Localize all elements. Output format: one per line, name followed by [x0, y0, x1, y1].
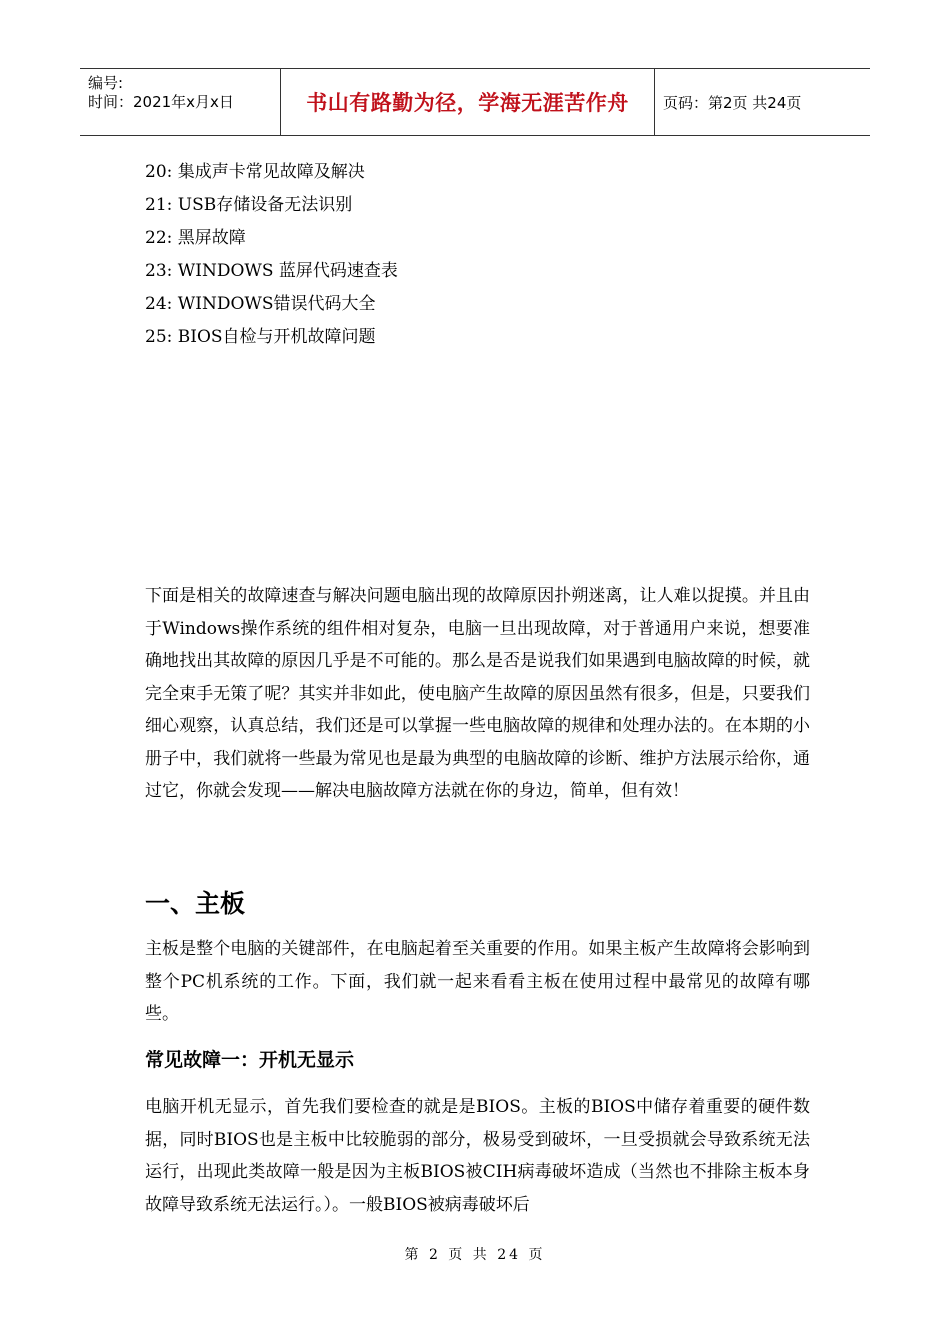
- page-header: [80, 68, 870, 136]
- toc-item: 24: WINDOWS错误代码大全: [145, 294, 376, 314]
- toc-item: 23: WINDOWS 蓝屏代码速查表: [145, 261, 398, 281]
- doc-date: 时间：2021年x月x日: [88, 93, 234, 111]
- fault-paragraph: 电脑开机无显示，首先我们要检查的就是是BIOS。主板的BIOS中储存着重要的硬件数据，同时BIOS也是主板中比较脆弱的部分，极易受到破坏，一旦受损就会导致系统无法运行，出现此类故障一般是因为主板BIOS被CIH病毒破坏造成（当然也不排除主板本身故障导致系统无法运行。）。一般BIOS被病毒破坏后: [145, 1097, 810, 1215]
- header-page-info: 页码：第2页 共24页: [663, 93, 802, 112]
- section-paragraph: 主板是整个电脑的关键部件，在电脑起着至关重要的作用。如果主板产生故障将会影响到整个PC机系统的工作。下面，我们就一起来看看主板在使用过程中最常见的故障有哪些。: [145, 939, 810, 1024]
- header-meta: [80, 69, 281, 135]
- toc-list: [145, 156, 398, 354]
- doc-id-label: 编号:: [88, 74, 124, 92]
- toc-item: 25: BIOS自检与开机故障问题: [145, 327, 376, 347]
- intro-paragraph: 下面是相关的故障速查与解决问题电脑出现的故障原因扑朔迷离，让人难以捉摸。并且由于Windows操作系统的组件相对复杂，电脑一旦出现故障，对于普通用户来说，想要准确地找出其故障的原因几乎是不可能的。那么是否是说我们如果遇到电脑故障的时候，就完全束手无策了呢？其实并非如此，使电脑产生故障的原因虽然有很多，但是，只要我们细心观察，认真总结，我们还是可以掌握一些电脑故障的规律和处理办法的。在本期的小册子中，我们就将一些最为常见也是最为典型的电脑故障的诊断、维护方法展示给你，通过它，你就会发现——解决电脑故障方法就在你的身边，简单，但有效！: [145, 586, 810, 801]
- section-heading-motherboard: 一、主板: [145, 889, 246, 918]
- toc-item: 21: USB存储设备无法识别: [145, 195, 353, 215]
- toc-item: 20: 集成声卡常见故障及解决: [145, 162, 365, 182]
- fault-heading: 常见故障一：开机无显示: [145, 1049, 355, 1071]
- page-footer: 第 2 页 共 24 页: [404, 1247, 546, 1263]
- toc-item: 22: 黑屏故障: [145, 228, 246, 248]
- header-motto: 书山有路勤为径，学海无涯苦作舟: [281, 69, 655, 135]
